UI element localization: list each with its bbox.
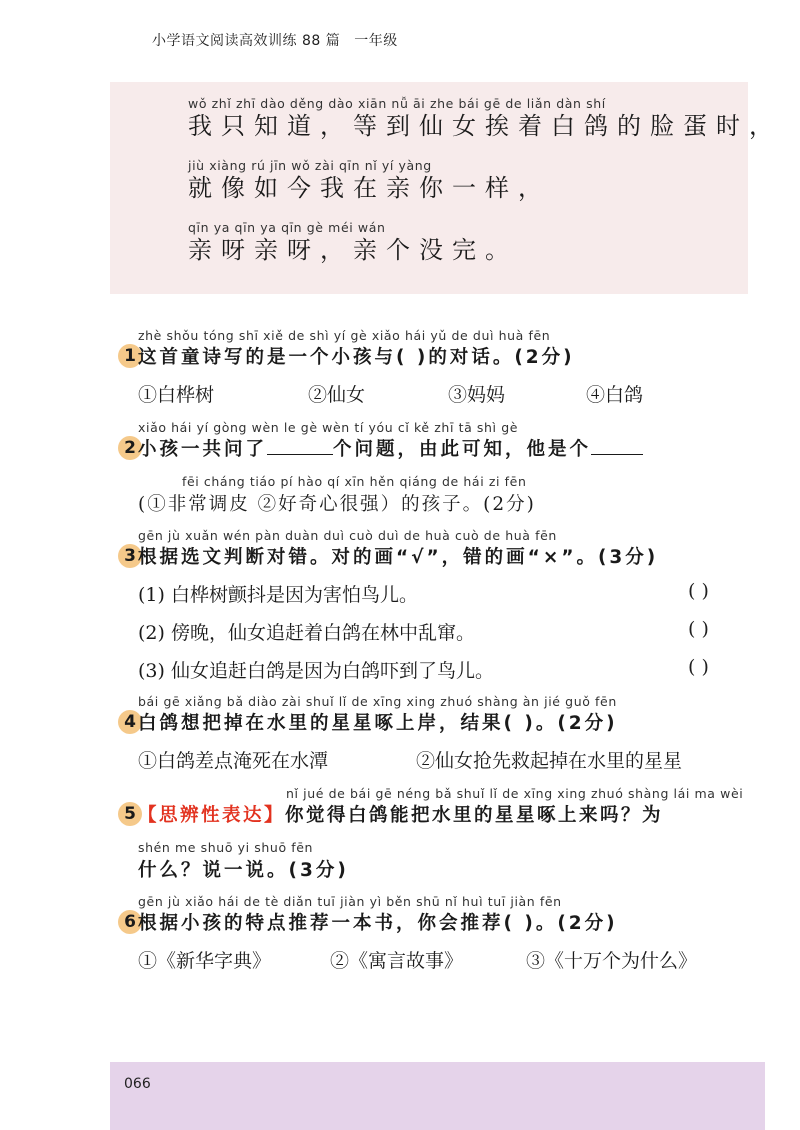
question-4: [118, 694, 758, 774]
judge-item: (1) 白桦树颤抖是因为害怕鸟儿。: [138, 584, 418, 606]
question-number: 6: [118, 910, 142, 934]
question-6: [118, 894, 758, 974]
question-3: [118, 528, 758, 688]
question-stem: 这首童诗写的是一个小孩与( )的对话。(2分): [138, 347, 575, 368]
poem-pinyin: wǒ zhǐ zhī dào děng dào xiān nǚ āi zhe bái gē de liǎn dàn shí: [188, 96, 606, 111]
question-stem: [138, 435, 643, 461]
poem-excerpt: [110, 82, 782, 294]
book-title: 小学语文阅读高效训练 88 篇: [152, 33, 341, 49]
option-a[interactable]: ①白鸽差点淹死在水潭: [138, 750, 329, 772]
answer-blank[interactable]: [267, 438, 333, 455]
judge-answer-box[interactable]: ( ): [688, 656, 709, 678]
option-a[interactable]: ①《新华字典》: [138, 950, 272, 972]
option-c[interactable]: ③妈妈: [448, 384, 506, 406]
judge-answer-box[interactable]: ( ): [688, 618, 709, 640]
poem-line: [188, 158, 551, 203]
question-number: 5: [118, 802, 142, 826]
page-header: [152, 30, 398, 50]
question-stem-part: 你觉得白鸽能把水里的星星啄上来吗？为: [285, 805, 664, 826]
judge-answer-box[interactable]: ( ): [688, 580, 709, 602]
question-number: 1: [118, 344, 142, 368]
option-c[interactable]: ③《十万个为什么》: [526, 950, 698, 972]
critical-thinking-tag: 【思辨性表达】: [138, 805, 286, 826]
question-pinyin: xiǎo hái yí gòng wèn le gè wèn tí yóu cǐ kě zhī tā shì gè: [138, 420, 519, 435]
option-d[interactable]: ④白鸽: [586, 384, 644, 406]
question-stem-part: 小孩一共问了: [138, 439, 268, 460]
question-stem: 根据选文判断对错。对的画“√”，错的画“×”。(3分): [138, 547, 659, 568]
poem-pinyin: jiù xiàng rú jīn wǒ zài qīn nǐ yí yàng: [188, 158, 432, 173]
question-stem: 根据小孩的特点推荐一本书，你会推荐( )。(2分): [138, 913, 618, 934]
question-pinyin: zhè shǒu tóng shī xiě de shì yí gè xiǎo hái yǔ de duì huà fēn: [138, 328, 551, 343]
question-number: 3: [118, 544, 142, 568]
question-pinyin: nǐ jué de bái gē néng bǎ shuǐ lǐ de xīng xing zhuó shàng lái ma wèi: [286, 786, 744, 801]
question-pinyin-line2: fēi cháng tiáo pí hào qí xīn hěn qiáng de hái zi fēn: [182, 474, 527, 489]
question-pinyin: gēn jù xuǎn wén pàn duàn duì cuò duì de huà cuò de huà fēn: [138, 528, 557, 543]
question-1: [118, 328, 748, 408]
option-b[interactable]: ②《寓言故事》: [330, 950, 464, 972]
question-pinyin: gēn jù xiǎo hái de tè diǎn tuī jiàn yì běn shū nǐ huì tuī jiàn fēn: [138, 894, 562, 909]
poem-text: 亲呀亲呀，亲个没完。: [188, 236, 518, 264]
question-stem-line2: (①非常调皮 ②好奇心很强）的孩子。(2分): [138, 494, 536, 515]
option-b[interactable]: ②仙女抢先救起掉在水里的星星: [416, 750, 683, 772]
poem-line: [188, 220, 518, 265]
question-pinyin-line2: shén me shuō yi shuō fēn: [138, 840, 314, 855]
question-stem-line2: 什么？说一说。(3分): [138, 860, 349, 881]
grade-label: 一年级: [354, 33, 398, 49]
question-pinyin: bái gē xiǎng bǎ diào zài shuǐ lǐ de xīng xing zhuó shàng àn jié guǒ fēn: [138, 694, 617, 709]
option-b[interactable]: ②仙女: [308, 384, 366, 406]
poem-pinyin: qīn ya qīn ya qīn gè méi wán: [188, 220, 386, 235]
judge-item: (3) 仙女追赶白鸽是因为白鸽吓到了鸟儿。: [138, 660, 494, 682]
question-number: 4: [118, 710, 142, 734]
poem-line: [188, 96, 782, 141]
poem-text: 就像如今我在亲你一样，: [188, 174, 551, 202]
option-a[interactable]: ①白桦树: [138, 384, 215, 406]
answer-blank[interactable]: [591, 438, 643, 455]
poem-text: 我只知道，等到仙女挨着白鸽的脸蛋时，: [188, 112, 782, 140]
question-stem: 白鸽想把掉在水里的星星啄上岸，结果( )。(2分): [138, 713, 618, 734]
question-stem: [138, 801, 663, 827]
judge-item: (2) 傍晚，仙女追赶着白鸽在林中乱窜。: [138, 622, 475, 644]
question-5: [118, 786, 758, 886]
question-number: 2: [118, 436, 142, 460]
question-stem-part: 个问题，由此可知，他是个: [333, 439, 592, 460]
question-2: [118, 420, 758, 520]
page-number: 066: [124, 1076, 151, 1092]
page-footer: [110, 1062, 765, 1130]
